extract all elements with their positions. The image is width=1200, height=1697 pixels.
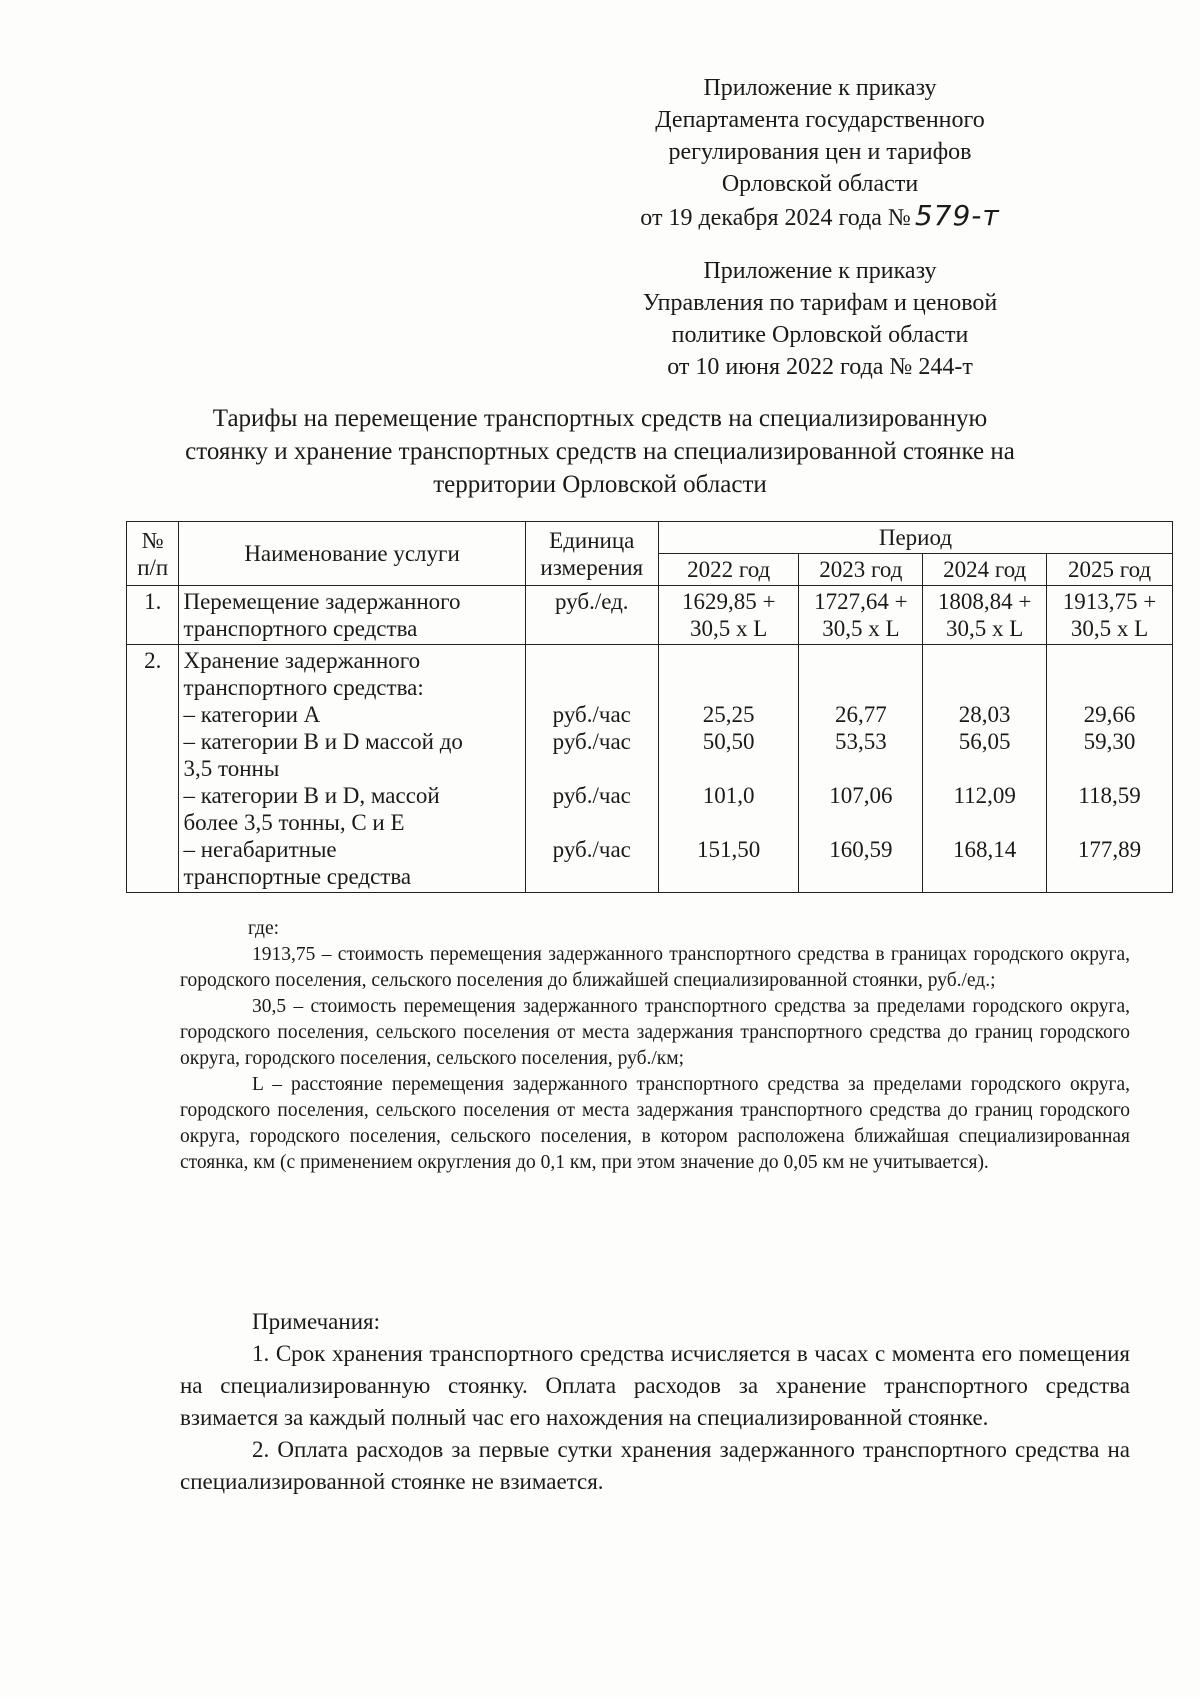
value-line: 30,5 х L — [946, 616, 1024, 641]
note-paragraph: L – расстояние перемещения задержанного транспортного средства за пределами городского округа, городского поселения, сельского поселения от места задержания транспортного средства до границ городского округа, городского поселения, сельского поселения, в котором расположена ближайшая специализированная стоянка, км (с применением округления до 0,1 км, при этом значение до 0,05 км не учитывается). — [180, 1074, 1130, 1173]
value-line: 177,89 — [1077, 837, 1142, 862]
value-line: 28,03 — [958, 702, 1011, 727]
unit-line: руб./час — [552, 702, 631, 727]
value-line: 56,05 — [958, 729, 1011, 754]
service-name-line: Перемещение задержанного — [183, 589, 461, 614]
tariff-value-2022 — [658, 586, 799, 645]
category-name-cont: более 3,5 тонны, С и Е — [183, 810, 405, 835]
value-line: 107,06 — [829, 783, 893, 808]
value-line: 26,77 — [834, 702, 887, 727]
notes-where: где: — [248, 918, 280, 939]
category-name-cont: 3,5 тонны — [183, 756, 280, 781]
unit-line: руб./час — [552, 783, 631, 808]
header-year: 2022 год — [658, 554, 799, 586]
value-line: 118,59 — [1078, 783, 1141, 808]
row-number: 2. — [127, 645, 179, 893]
remarks-heading: Примечания: — [252, 1309, 380, 1334]
header-line: Департамента государственного — [655, 107, 985, 133]
handwritten-order-number: 579-т — [914, 199, 1000, 232]
category-name: – категории А — [183, 702, 321, 727]
tariff-values-2023 — [799, 645, 923, 893]
remark-paragraph: 2. Оплата расходов за первые сутки хранения задержанного транспортного средства на специализированной стоянке не взимается. — [180, 1437, 1130, 1494]
document-title — [150, 402, 1050, 501]
header-year: 2025 год — [1047, 554, 1173, 586]
header-unit-line2: измерения — [540, 554, 644, 580]
service-name — [179, 586, 525, 645]
header-line: Орловской области — [721, 171, 919, 197]
category-name: – негабаритные — [183, 837, 337, 862]
value-line: 1727,64 + — [814, 589, 908, 614]
header-order-text: от 19 декабря 2024 года № — [640, 205, 911, 231]
header-line: Управления по тарифам и ценовой — [642, 290, 998, 316]
service-name — [179, 645, 525, 893]
header-line: Приложение к приказу — [703, 258, 937, 284]
value-line: 1629,85 + — [681, 589, 776, 614]
service-name-line: транспортного средства: — [183, 675, 424, 700]
appendix-header-2022 — [600, 255, 1040, 383]
value-line: 30,5 х L — [690, 616, 768, 641]
unit-cell — [525, 645, 658, 893]
value-line: 29,66 — [1083, 702, 1136, 727]
note-paragraph: 1913,75 – стоимость перемещения задержанного транспортного средства в границах городского округа, городского поселения, сельского поселения до ближайшей специализированной стоянки, руб./ед.; — [180, 944, 1130, 991]
value-line: 25,25 — [702, 702, 755, 727]
header-line: от 10 июня 2022 года № 244-т — [667, 354, 973, 380]
value-line: 59,30 — [1083, 729, 1136, 754]
value-line: 30,5 х L — [822, 616, 900, 641]
table-header-row — [127, 522, 1173, 554]
header-period: Период — [658, 522, 1172, 554]
table-row — [127, 586, 1173, 645]
category-name: – категории В и D, массой — [183, 783, 440, 808]
value-line: 101,0 — [702, 783, 755, 808]
remark-paragraph: 1. Срок хранения транспортного средства исчисляется в часах с момента его помещения на специализированную стоянку. Оплата расходов за хранение транспортного средства взимается за каждый полный час его нахождения на специализированной стоянке. — [180, 1341, 1130, 1430]
unit-line: руб./час — [552, 729, 631, 754]
value-line: 112,09 — [953, 783, 1016, 808]
header-unit-line1: Единица — [549, 527, 635, 553]
tariff-values-2024 — [923, 645, 1047, 893]
note-paragraph: 30,5 – стоимость перемещения задержанного транспортного средства за пределами городского округа, городского поселения, сельского поселения от места задержания транспортного средства до границ городского округа, городского поселения, сельского поселения, руб./км; — [180, 996, 1130, 1069]
remarks-section — [180, 1306, 1130, 1498]
category-name-cont: транспортные средства — [183, 864, 412, 889]
category-name: – категории В и D массой до — [183, 729, 463, 754]
formula-notes — [180, 916, 1130, 1176]
title-line: Тарифы на перемещение транспортных средств на специализированную — [212, 405, 988, 432]
tariff-values-2025 — [1047, 645, 1173, 893]
service-name-line: транспортного средства — [183, 616, 418, 641]
header-num-line1: № — [141, 527, 164, 553]
appendix-header-2024 — [600, 72, 1040, 234]
service-name-line: Хранение задержанного — [183, 648, 421, 673]
value-line: 53,53 — [834, 729, 887, 754]
value-line: 50,50 — [702, 729, 755, 754]
row-number: 1. — [127, 586, 179, 645]
value-line: 168,14 — [953, 837, 1017, 862]
header-year: 2023 год — [799, 554, 923, 586]
unit-cell: руб./ед. — [525, 586, 658, 645]
value-line: 151,50 — [697, 837, 761, 862]
unit-line: руб./час — [552, 837, 631, 862]
tariff-value-2025 — [1047, 586, 1173, 645]
header-line: политике Орловской области — [671, 322, 969, 348]
value-line: 1808,84 + — [937, 589, 1032, 614]
header-year: 2024 год — [923, 554, 1047, 586]
title-line: территории Орловской области — [433, 471, 767, 498]
tariff-value-2024 — [923, 586, 1047, 645]
header-service-name: Наименование услуги — [179, 522, 525, 586]
title-line: стоянку и хранение транспортных средств на специализированной стоянке на — [185, 438, 1015, 465]
value-line: 1913,75 + — [1062, 589, 1157, 614]
tariff-value-2023 — [799, 586, 923, 645]
tariff-table — [126, 521, 1173, 893]
value-line: 160,59 — [829, 837, 893, 862]
header-order-line — [600, 200, 1040, 234]
header-num-line2: п/п — [137, 554, 169, 580]
header-num — [127, 522, 179, 586]
header-line: регулирования цен и тарифов — [668, 139, 972, 165]
value-line: 30,5 х L — [1070, 616, 1149, 641]
table-row — [127, 645, 1173, 893]
tariff-values-2022 — [658, 645, 799, 893]
header-line: Приложение к приказу — [703, 75, 937, 101]
header-unit — [525, 522, 658, 586]
